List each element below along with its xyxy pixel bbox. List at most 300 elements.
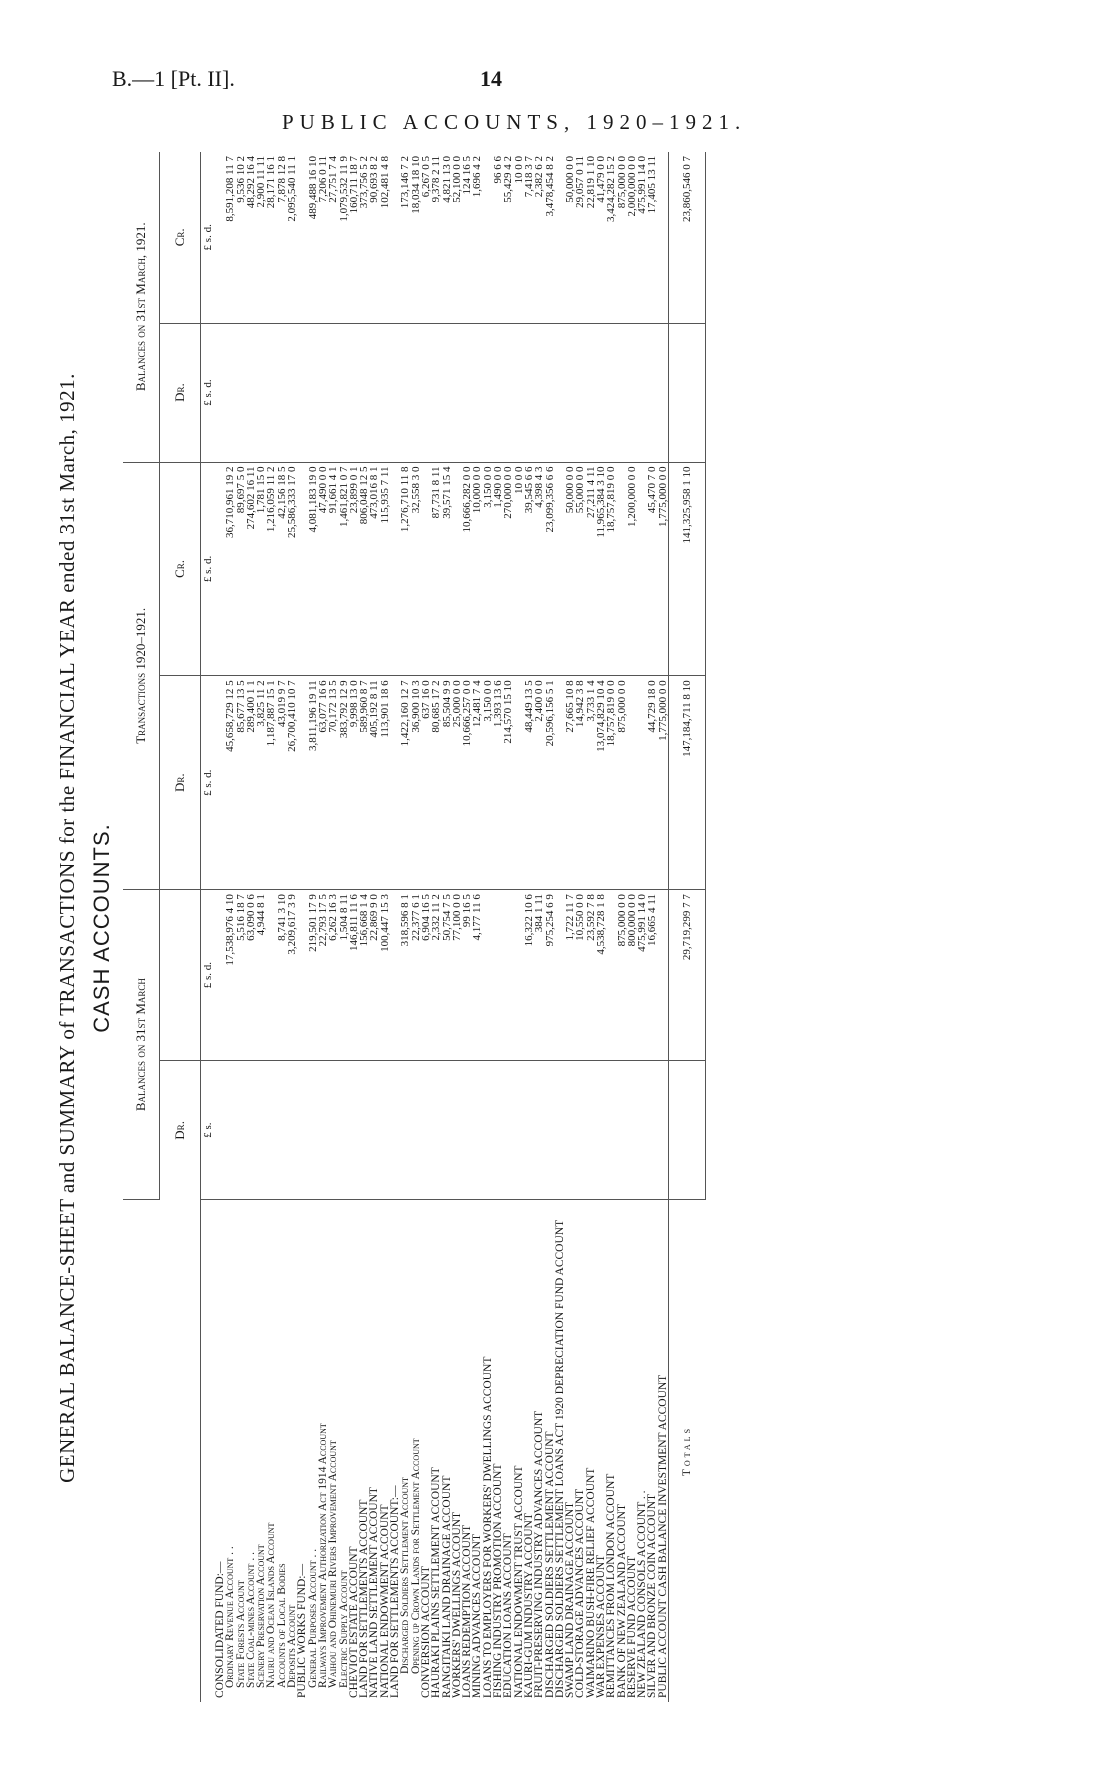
amount-trans-dr: 1,187,887 15 1	[266, 676, 276, 890]
amount-close-dr	[225, 323, 235, 462]
amount-prev-dr	[647, 1061, 657, 1200]
amount-close-cr: 124 16 5	[462, 152, 472, 323]
amount-trans-dr	[627, 676, 637, 890]
account-name: FISHING INDUSTRY PROMOTION ACCOUNT	[492, 1463, 505, 1698]
amount-trans-dr: 214,570 15 10	[503, 676, 513, 890]
amount-close-dr	[627, 323, 637, 462]
amount-prev-cr: 2,332 11 2	[431, 890, 441, 1061]
account-name: General Purposes Account . .	[306, 1548, 319, 1688]
amount-prev-cr	[658, 890, 669, 1061]
amount-trans-cr: 32,558 3 0	[411, 462, 421, 676]
amount-prev-cr: 800,000 0 0	[627, 890, 637, 1061]
document-reference: B.—1 [Pt. II].	[112, 66, 235, 91]
amount-prev-cr: 3,209,617 3 9	[287, 890, 297, 1061]
amount-close-dr	[256, 323, 266, 462]
amount-prev-cr: 22,793 17 5	[318, 890, 328, 1061]
amount-close-cr: 3,478,454 8 2	[545, 152, 555, 323]
amount-close-cr: 2,000,000 0 0	[627, 152, 637, 323]
prev-balances-header: Balances on 31st March	[123, 890, 160, 1200]
amount-prev-dr	[308, 1061, 318, 1200]
amount-close-cr: 489,488 16 10	[308, 152, 318, 323]
account-name: RANGITAIKI LAND DRAINAGE ACCOUNT	[440, 1475, 453, 1698]
amount-trans-cr: 23,899 0 1	[349, 462, 359, 676]
amount-close-cr: 28,171 16 1	[266, 152, 276, 323]
account-name: PUBLIC ACCOUNT CASH BALANCE INVESTMENT ACCOUNT	[656, 1374, 669, 1698]
amount-trans-cr: 11,965,384 3 10	[596, 462, 606, 676]
amount-prev-dr	[503, 1061, 513, 1200]
amount-trans-dr: 12,481 7 4	[472, 676, 482, 890]
table-row	[287, 152, 297, 1702]
table-row	[493, 152, 503, 1702]
amount-prev-cr: 16,322 10 6	[524, 890, 534, 1061]
amount-close-dr	[339, 323, 349, 462]
account-name: Ordinary Revenue Account . .	[224, 1546, 237, 1688]
trans-dr-units: £ s. d.	[201, 676, 216, 890]
total-trans-dr: 147,184,711 8 10	[669, 676, 706, 890]
amount-prev-dr	[349, 1061, 359, 1200]
amount-trans-cr: 1,216,059 11 2	[266, 462, 276, 676]
amount-close-dr	[359, 323, 369, 462]
amount-trans-cr: 10,666,282 0 0	[462, 462, 472, 676]
amount-prev-dr	[339, 1061, 349, 1200]
amount-prev-dr	[431, 1061, 441, 1200]
amount-trans-cr: 4,081,183 19 0	[308, 462, 318, 676]
amount-trans-dr: 3,811,196 19 11	[308, 676, 318, 890]
account-name: PUBLIC WORKS FUND:—	[296, 1564, 309, 1698]
sheet-subtitle: CASH ACCOUNTS.	[89, 823, 114, 1033]
amount-close-cr: 2,382 6 2	[534, 152, 544, 323]
amount-close-dr	[308, 323, 318, 462]
amount-prev-dr	[462, 1061, 472, 1200]
amount-prev-cr	[503, 890, 513, 1061]
amount-trans-dr: 589,960 8 7	[359, 676, 369, 890]
account-name: LOANS REDEMPTION ACCOUNT	[461, 1524, 474, 1698]
amount-close-cr: 50,000 0 0	[565, 152, 575, 323]
amount-trans-dr: 85,677 13 5	[236, 676, 246, 890]
amount-close-dr	[380, 323, 390, 462]
account-name: WAR EXPENSES ACCOUNT	[594, 1554, 607, 1698]
account-name: REMITTANCES FROM LONDON ACCOUNT	[605, 1473, 618, 1698]
amount-trans-dr: 85,504 9 9	[442, 676, 452, 890]
amount-prev-cr: 16,665 4 11	[647, 890, 657, 1061]
amount-trans-dr: 36,900 10 3	[411, 676, 421, 890]
page-header	[0, 66, 1114, 134]
amount-prev-cr	[483, 890, 493, 1061]
account-name: NATIONAL ENDOWMENT TRUST ACCOUNT	[512, 1465, 525, 1698]
amount-prev-dr	[318, 1061, 328, 1200]
amount-close-cr: 2,095,540 11 1	[287, 152, 297, 323]
amount-prev-dr	[225, 1061, 235, 1200]
amount-close-dr	[483, 323, 493, 462]
amount-close-cr: 9,536 10 2	[236, 152, 246, 323]
account-name: EDUCATION LOANS ACCOUNT	[502, 1533, 515, 1698]
amount-close-dr	[534, 323, 544, 462]
amount-prev-dr	[627, 1061, 637, 1200]
amount-close-cr: 48,292 16 4	[246, 152, 256, 323]
close-cr-header: Cr.	[160, 152, 201, 323]
amount-close-cr: 41,479 0 0	[596, 152, 606, 323]
amount-trans-cr: 89,697 5 0	[236, 462, 246, 676]
account-name: CONVERSION ACCOUNT	[419, 1566, 432, 1698]
amount-prev-cr: 50,754 7 5	[442, 890, 452, 1061]
amount-close-dr	[431, 323, 441, 462]
amount-prev-dr	[575, 1061, 585, 1200]
amount-trans-cr: 18,757,819 0 0	[606, 462, 616, 676]
amount-trans-cr: 274,602 16 11	[246, 462, 256, 676]
amount-close-dr	[472, 323, 482, 462]
page-number: 14	[480, 66, 502, 91]
amount-trans-cr: 806,048 12 5	[359, 462, 369, 676]
amount-close-cr: 55,429 4 2	[503, 152, 513, 323]
account-name: NEW ZEALAND CONSOLS ACCOUNT . .	[636, 1490, 649, 1698]
table-row	[256, 152, 266, 1702]
amount-trans-dr: 113,901 18 6	[380, 676, 390, 890]
amount-trans-dr: 48,449 13 5	[524, 676, 534, 890]
account-name: CONSOLIDATED FUND:—	[214, 1561, 226, 1698]
amount-prev-dr	[236, 1061, 246, 1200]
trans-cr-header: Cr.	[160, 462, 201, 676]
prev-cr-header	[160, 890, 201, 1061]
amount-close-dr	[545, 323, 555, 462]
amount-trans-dr: 637 16 0	[421, 676, 431, 890]
amount-close-cr: 173,146 7 2	[400, 152, 410, 323]
sheet-title: GENERAL BALANCE-SHEET and SUMMARY of TRANSACTIONS for the FINANCIAL YEAR ended 31st March, 1921.	[55, 373, 79, 1483]
account-name: State Coal-mines Account . .	[244, 1552, 257, 1688]
account-name: LAND FOR SETTLEMENTS ACCOUNT:—	[389, 1485, 402, 1698]
amount-trans-cr: 50,000 0 0	[565, 462, 575, 676]
amount-trans-cr: 1,461,821 0 7	[339, 462, 349, 676]
amount-trans-dr: 20,596,156 5 1	[545, 676, 555, 890]
account-name: CHEVIOT ESTATE ACCOUNT	[347, 1546, 360, 1698]
table-row	[534, 152, 544, 1702]
amount-close-dr	[390, 323, 400, 462]
amount-trans-dr: 18,757,819 0 0	[606, 676, 616, 890]
amount-prev-dr	[534, 1061, 544, 1200]
amount-trans-dr: 9,998 13 0	[349, 676, 359, 890]
amount-close-cr: 4,821 13 0	[442, 152, 452, 323]
account-name: HAURAKI PLAINS SETTLEMENT ACCOUNT	[430, 1467, 443, 1698]
amount-trans-dr: 3,825 11 2	[256, 676, 266, 890]
account-name: SWAMP LAND DRAINAGE ACCOUNT	[564, 1501, 577, 1698]
amount-prev-dr	[411, 1061, 421, 1200]
amount-close-cr: 6,267 0 5	[421, 152, 431, 323]
amount-prev-dr	[524, 1061, 534, 1200]
amount-close-cr: 7,878 12 8	[277, 152, 287, 323]
amount-close-dr	[637, 323, 647, 462]
amount-close-cr: 96 6 6	[493, 152, 503, 323]
amount-close-dr	[462, 323, 472, 462]
trans-cr-units: £ s. d.	[201, 462, 216, 676]
amount-prev-cr: 6,262 16 3	[328, 890, 338, 1061]
amount-prev-dr	[565, 1061, 575, 1200]
account-name: KAURI-GUM INDUSTRY ACCOUNT	[522, 1513, 535, 1698]
amount-close-cr: 10 0 0	[514, 152, 524, 323]
amount-close-cr: 3,424,282 15 2	[606, 152, 616, 323]
amount-close-dr	[617, 323, 627, 462]
amount-close-dr	[349, 323, 359, 462]
amount-trans-dr: 875,000 0 0	[617, 676, 627, 890]
amount-trans-cr: 1,276,710 11 8	[400, 462, 410, 676]
amount-prev-cr: 6,904 16 5	[421, 890, 431, 1061]
amount-close-cr: 475,991 14 0	[637, 152, 647, 323]
amount-close-cr: 27,751 7 4	[328, 152, 338, 323]
amount-trans-dr: 2,400 0 0	[534, 676, 544, 890]
prev-dr-units: £ s.	[201, 1061, 216, 1200]
amount-prev-dr	[472, 1061, 482, 1200]
amount-close-dr	[658, 323, 669, 462]
table-row	[658, 152, 669, 1702]
amount-prev-cr: 475,991 14 0	[637, 890, 647, 1061]
amount-close-dr	[647, 323, 657, 462]
amount-prev-cr: 146,811 11 6	[349, 890, 359, 1061]
amount-prev-dr	[442, 1061, 452, 1200]
amount-prev-cr: 99 16 5	[462, 890, 472, 1061]
amount-close-dr	[411, 323, 421, 462]
account-name: Accounts of Local Bodies	[275, 1563, 288, 1688]
amount-prev-cr: 22,377 6 1	[411, 890, 421, 1061]
amount-trans-dr: 1,393 13 6	[493, 676, 503, 890]
amount-trans-cr: 10 0 0	[514, 462, 524, 676]
account-name: DISCHARGED SOLDIERS SETTLEMENT LOANS ACT 1920 DEPRECIATION FUND ACCOUNT	[553, 1219, 566, 1698]
amount-close-dr	[421, 323, 431, 462]
amount-close-cr: 875,000 0 0	[617, 152, 627, 323]
amount-close-dr	[452, 323, 462, 462]
amount-trans-dr: 3,733 1 4	[586, 676, 596, 890]
amount-trans-cr: 270,000 0 0	[503, 462, 513, 676]
account-name: WORKERS' DWELLINGS ACCOUNT	[450, 1511, 463, 1698]
amount-prev-dr	[637, 1061, 647, 1200]
amount-trans-dr: 383,792 12 9	[339, 676, 349, 890]
amount-prev-cr: 8,741 3 10	[277, 890, 287, 1061]
amount-trans-cr: 27,211 4 11	[586, 462, 596, 676]
amount-close-dr	[575, 323, 585, 462]
account-name: Opening up Crown Lands for Settlement Account	[409, 1438, 422, 1674]
amount-prev-dr	[328, 1061, 338, 1200]
rotated-balance-sheet	[55, 148, 925, 1708]
amount-prev-cr: 77,100 0 0	[452, 890, 462, 1061]
total-prev-dr	[669, 1061, 706, 1200]
amount-prev-cr: 4,177 11 6	[472, 890, 482, 1061]
amount-close-dr	[442, 323, 452, 462]
amount-close-dr	[287, 323, 297, 462]
amount-prev-cr: 1,504 8 11	[339, 890, 349, 1061]
close-dr-header: Dr.	[160, 323, 201, 462]
account-name: WAIMARINO BUSH-FIRE RELIEF ACCOUNT	[584, 1467, 597, 1698]
amount-trans-dr: 405,192 8 11	[369, 676, 379, 890]
table-row	[452, 152, 462, 1702]
amount-prev-dr	[493, 1061, 503, 1200]
amount-trans-cr: 115,935 7 11	[380, 462, 390, 676]
account-name: Deposits Account	[286, 1604, 299, 1688]
amount-close-dr	[318, 323, 328, 462]
amount-trans-cr: 55,000 0 0	[575, 462, 585, 676]
amount-close-dr	[493, 323, 503, 462]
amount-prev-cr: 318,596 8 1	[400, 890, 410, 1061]
amount-prev-dr	[658, 1061, 669, 1200]
amount-prev-dr	[483, 1061, 493, 1200]
amount-prev-dr	[277, 1061, 287, 1200]
amount-prev-cr: 22,869 9 0	[369, 890, 379, 1061]
amount-prev-cr: 100,447 15 3	[380, 890, 390, 1061]
account-name: MINING ADVANCES ACCOUNT	[471, 1534, 484, 1698]
total-close-cr: 23,860,546 0 7	[669, 152, 706, 323]
amount-prev-dr	[380, 1061, 390, 1200]
amount-trans-cr: 47,490 0 0	[318, 462, 328, 676]
amount-prev-dr	[215, 1061, 225, 1200]
amount-close-cr: 7,206 0 11	[318, 152, 328, 323]
amount-prev-cr	[493, 890, 503, 1061]
amount-prev-dr	[266, 1061, 276, 1200]
account-name: COLD-STORAGE ADVANCES ACCOUNT	[574, 1488, 587, 1698]
amount-prev-cr: 10,550 0 0	[575, 890, 585, 1061]
amount-trans-dr: 27,665 10 8	[565, 676, 575, 890]
amount-trans-dr: 44,729 18 0	[647, 676, 657, 890]
amount-close-dr	[266, 323, 276, 462]
account-name: Nauru and Ocean Islands Account	[265, 1522, 278, 1688]
amount-trans-cr: 473,016 8 1	[369, 462, 379, 676]
account-name: State Forests Account	[234, 1580, 247, 1688]
amount-trans-dr: 13,074,829 10 4	[596, 676, 606, 890]
amount-trans-cr: 39,545 6 6	[524, 462, 534, 676]
amount-trans-cr: 36,710,961 19 2	[225, 462, 235, 676]
amount-trans-dr: 43,019 9 7	[277, 676, 287, 890]
total-trans-cr: 141,325,958 1 10	[669, 462, 706, 676]
amount-prev-dr	[596, 1061, 606, 1200]
amount-trans-dr: 289,400 1 1	[246, 676, 256, 890]
amount-prev-cr: 4,944 8 1	[256, 890, 266, 1061]
amount-close-dr	[369, 323, 379, 462]
amount-trans-cr: 91,661 4 1	[328, 462, 338, 676]
amount-close-dr	[215, 323, 225, 462]
amount-prev-dr	[617, 1061, 627, 1200]
amount-prev-dr	[369, 1061, 379, 1200]
account-name: Electric Supply Account	[337, 1570, 350, 1688]
amount-trans-cr: 3,150 0 0	[483, 462, 493, 676]
amount-trans-cr: 39,571 15 4	[442, 462, 452, 676]
amount-prev-cr: 875,000 0 0	[617, 890, 627, 1061]
amount-close-dr	[606, 323, 616, 462]
amount-prev-cr: 63,090 0 6	[246, 890, 256, 1061]
account-name: DISCHARGED SOLDIERS SETTLEMENT ACCOUNT	[543, 1431, 556, 1698]
amount-close-dr	[236, 323, 246, 462]
amount-close-dr	[400, 323, 410, 462]
amount-close-cr: 1,079,532 11 9	[339, 152, 349, 323]
amount-trans-dr: 26,700,410 10 7	[287, 676, 297, 890]
prev-cr-units: £ s. d.	[201, 890, 216, 1061]
amount-prev-cr: 384 1 11	[534, 890, 544, 1061]
amount-prev-dr	[452, 1061, 462, 1200]
amount-prev-cr: 975,254 6 9	[545, 890, 555, 1061]
amount-prev-cr: 156,668 1 4	[359, 890, 369, 1061]
amount-prev-dr	[287, 1061, 297, 1200]
amount-close-dr	[328, 323, 338, 462]
amount-close-dr	[277, 323, 287, 462]
amount-trans-cr: 1,781 15 0	[256, 462, 266, 676]
amount-close-cr	[658, 152, 669, 323]
amount-prev-cr: 23,592 7 8	[586, 890, 596, 1061]
amount-prev-dr	[586, 1061, 596, 1200]
amount-close-dr	[514, 323, 524, 462]
amount-close-cr: 90,693 8 2	[369, 152, 379, 323]
total-close-dr	[669, 323, 706, 462]
account-name: RESERVE FUND ACCOUNT	[625, 1555, 638, 1698]
amount-trans-dr: 10,666,257 0 0	[462, 676, 472, 890]
account-name: Waihou and Ohinemuri Rivers Improvement Account	[327, 1440, 340, 1688]
amount-trans-cr: 87,731 8 11	[431, 462, 441, 676]
amount-trans-dr: 80,685 17 2	[431, 676, 441, 890]
table-row	[380, 152, 390, 1702]
totals-label: Totals	[669, 1200, 706, 1702]
amount-prev-dr	[390, 1061, 400, 1200]
account-name: LAND FOR SETTLEMENTS ACCOUNT	[358, 1499, 371, 1698]
table-row	[596, 152, 606, 1702]
amount-close-cr: 22,819 1 10	[586, 152, 596, 323]
amount-prev-dr	[606, 1061, 616, 1200]
account-column-header	[123, 1200, 201, 1702]
amount-close-cr: 1,696 4 2	[472, 152, 482, 323]
amount-close-dr	[297, 323, 307, 462]
amount-trans-dr: 14,942 3 8	[575, 676, 585, 890]
amount-close-dr	[596, 323, 606, 462]
amount-close-dr	[524, 323, 534, 462]
amount-close-cr: 17,405 13 11	[647, 152, 657, 323]
amount-prev-dr	[514, 1061, 524, 1200]
amount-prev-dr	[297, 1061, 307, 1200]
amount-close-cr: 29,057 0 11	[575, 152, 585, 323]
running-title: PUBLIC ACCOUNTS, 1920–1921.	[282, 110, 747, 134]
amount-close-cr: 373,756 5 2	[359, 152, 369, 323]
amount-trans-dr: 1,775,000 0 0	[658, 676, 669, 890]
amount-close-cr: 7,418 3 7	[524, 152, 534, 323]
amount-trans-cr: 25,586,333 17 0	[287, 462, 297, 676]
amount-close-cr: 2,900 11 11	[256, 152, 266, 323]
amount-close-cr: 160,711 18 7	[349, 152, 359, 323]
amount-trans-cr: 10,000 0 0	[472, 462, 482, 676]
amount-prev-cr: 219,501 17 9	[308, 890, 318, 1061]
table-row	[431, 152, 441, 1702]
amount-close-dr	[565, 323, 575, 462]
amount-trans-dr: 70,172 13 5	[328, 676, 338, 890]
account-name: Discharged Soldiers Settlement Account	[399, 1477, 412, 1674]
amount-close-dr	[503, 323, 513, 462]
amount-close-cr: 18,034 18 10	[411, 152, 421, 323]
close-dr-units: £ s. d.	[201, 323, 216, 462]
amount-trans-cr: 23,099,356 6 6	[545, 462, 555, 676]
amount-trans-cr: 1,200,000 0 0	[627, 462, 637, 676]
account-name: FRUIT-PRESERVING INDUSTRY ADVANCES ACCOUNT	[533, 1410, 546, 1698]
account-name: NATIVE LAND SETTLEMENT ACCOUNT	[368, 1487, 381, 1698]
trans-dr-header: Dr.	[160, 676, 201, 890]
totals-row	[669, 152, 706, 1702]
amount-trans-dr: 45,658,729 12 5	[225, 676, 235, 890]
amount-prev-dr	[555, 1061, 565, 1200]
account-name: NATIONAL ENDOWMENT ACCOUNT	[378, 1504, 391, 1698]
amount-prev-dr	[545, 1061, 555, 1200]
prev-dr-header: Dr.	[160, 1061, 201, 1200]
amount-close-dr	[555, 323, 565, 462]
amount-prev-dr	[359, 1061, 369, 1200]
amount-trans-dr: 63,077 16 6	[318, 676, 328, 890]
amount-close-cr: 52,100 0 0	[452, 152, 462, 323]
account-name: Scenery Preservation Account	[255, 1544, 268, 1688]
account-name: BANK OF NEW ZEALAND ACCOUNT	[615, 1503, 628, 1698]
amount-prev-cr: 17,538,976 4 10	[225, 890, 235, 1061]
ledger-body	[215, 152, 669, 1702]
amount-trans-cr: 1,775,000 0 0	[658, 462, 669, 676]
amount-prev-dr	[256, 1061, 266, 1200]
amount-trans-dr: 1,422,160 12 7	[400, 676, 410, 890]
close-cr-units: £ s. d.	[201, 152, 216, 323]
